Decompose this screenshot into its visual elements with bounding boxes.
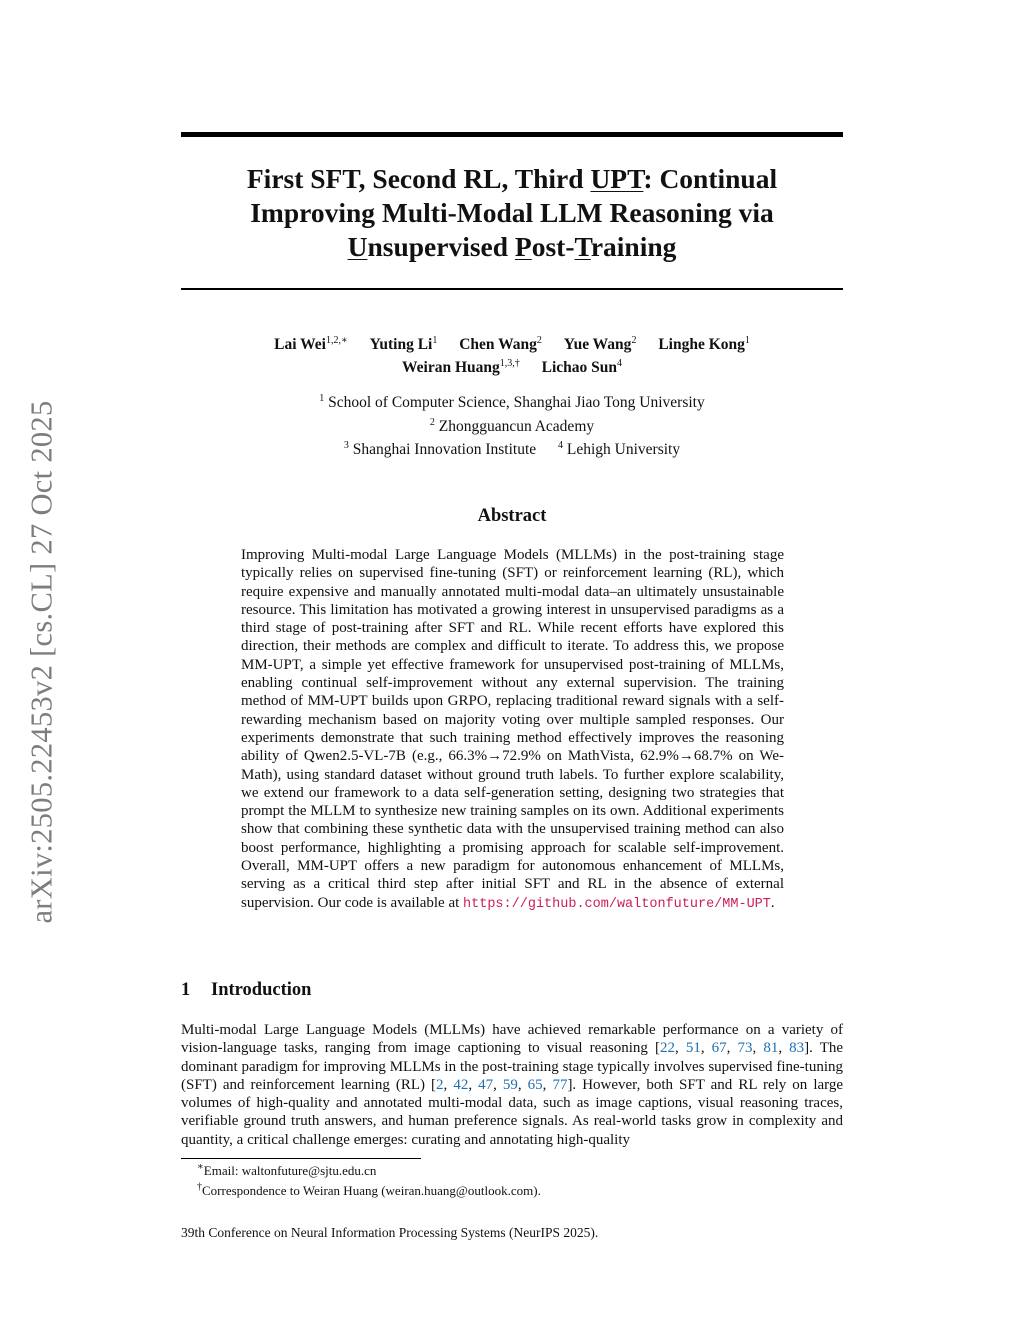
citation-link[interactable]: 81	[763, 1040, 779, 1057]
author: Yue Wang$^2$	[563, 334, 637, 353]
code-repository-link[interactable]: https://github.com/waltonfuture/MM-UPT	[463, 896, 771, 912]
footnote-divider	[181, 1158, 421, 1159]
section-title: Introduction	[211, 980, 312, 1000]
abstract-body: Improving Multi-modal Large Language Models (MLLMs) in the post-training stage typically relies on supervised fine-tuning (SFT) or reinforcement learning (RL), which require expensive and manually annotated multi-modal data–an ultimately unsustainable resource. This limitation has motivated a growing interest in unsupervised paradigms as a third stage of post-training after SFT and RL. While recent efforts have explored this direction, their methods are complex and difficult to iterate. To address this, we propose MM-UPT, a simple yet effective framework for unsupervised post-training of MLLMs, enabling continual self-improvement without any external supervision. The training method of MM-UPT builds upon GRPO, replacing traditional reward signals with a self-rewarding mechanism based on majority voting over multiple sampled responses. Our experiments demonstrate that such training method effectively improves the reasoning ability of Qwen2.5-VL-7B (e.g., 66.3%→72.9% on MathVista, 62.9%→68.7% on We-Math), using standard dataset without ground truth labels. To further explore scalability, we extend our framework to a data self-generation setting, designing two strategies that prompt the MLLM to synthesize new training samples on its own. Additional experiments show that combining these synthetic data with the unsupervised training method can also boost performance, highlighting a promising approach for scalable self-improvement. Overall, MM-UPT offers a new paradigm for autonomous enhancement of MLLMs, serving as a critical third step after initial SFT and RL in the absence of external supervision. Our code is available at https://github.com/waltonfuture/MM-UPT.	[241, 547, 784, 912]
author: Chen Wang$^2$	[459, 334, 542, 353]
author: Linghe Kong$^1$	[658, 334, 750, 353]
citation-link[interactable]: 42	[453, 1076, 469, 1093]
footnote-correspondence: †Correspondence to Weiran Huang (weiran.huang@outlook.com).	[197, 1181, 541, 1198]
abstract-heading: Abstract	[477, 506, 547, 526]
footnotes	[197, 1161, 541, 1200]
citation-link[interactable]: 47	[478, 1076, 494, 1093]
citation-link[interactable]: 59	[502, 1076, 518, 1093]
paper-title	[181, 162, 843, 264]
title-top-rule	[181, 132, 843, 137]
introduction-paragraph: Multi-modal Large Language Models (MLLMs) have achieved remarkable performance on a variety of vision-language tasks, ranging from image captioning to visual reasoning [22, 51, 67, 73, 81, 83]. The dominant paradigm for improving MLLMs in the post-training stage typically involves supervised fine-tuning (SFT) and reinforcement learning (RL) [2, 42, 47, 59, 65, 77]. However, both SFT and RL rely on large volumes of high-quality and annotated multi-modal data, such as image captions, visual reasoning traces, verifiable ground truth answers, and human preference signals. As real-world tasks grow in complexity and quantity, a critical challenge emerges: curating and annotating high-quality	[181, 1022, 844, 1148]
author: Yuting Li$^1$	[369, 334, 438, 353]
author: Lai Wei$^{1,2,∗}$	[274, 334, 348, 353]
footnote-email: ∗Email: waltonfuture@sjtu.edu.cn	[197, 1161, 377, 1178]
title-line-3: Unsupervised Post-Training	[347, 231, 677, 262]
citation-link[interactable]: 51	[685, 1040, 701, 1057]
affiliation: $^1$ School of Computer Science, Shanghai Jiao Tong University	[319, 392, 705, 411]
affiliation: $^4$ Lehigh University	[558, 439, 681, 458]
citation-link[interactable]: 22	[660, 1040, 675, 1057]
author-row-2	[181, 356, 843, 379]
arxiv-identifier-stamp: arXiv:2505.22453v2 [cs.CL] 27 Oct 2025	[24, 400, 59, 924]
citation-link[interactable]: 2	[436, 1076, 444, 1093]
affiliation-list	[181, 391, 843, 462]
affiliation-row-3	[181, 438, 843, 462]
affiliation: $^3$ Shanghai Innovation Institute	[343, 439, 537, 458]
citation-link[interactable]: 67	[711, 1040, 727, 1057]
citation-link[interactable]: 77	[552, 1076, 568, 1093]
section-heading-introduction	[181, 980, 311, 1001]
author: Lichao Sun$^4$	[541, 357, 623, 376]
citation-link[interactable]: 73	[737, 1040, 753, 1057]
title-line-1: First SFT, Second RL, Third UPT: Continual	[246, 163, 778, 194]
author-list	[181, 333, 843, 379]
author: Weiran Huang$^{1,3,\dagger}$	[401, 357, 520, 376]
author-row-1	[181, 333, 843, 356]
affiliation: $^2$ Zhongguancun Academy	[429, 416, 595, 435]
citation-link[interactable]: 83	[789, 1040, 805, 1057]
section-number: 1	[181, 980, 191, 1000]
title-bottom-rule	[181, 288, 843, 290]
citation-link[interactable]: 65	[527, 1076, 543, 1093]
conference-note: 39th Conference on Neural Information Processing Systems (NeurIPS 2025).	[181, 1225, 599, 1240]
title-line-2: Improving Multi-Modal LLM Reasoning via	[250, 197, 774, 228]
